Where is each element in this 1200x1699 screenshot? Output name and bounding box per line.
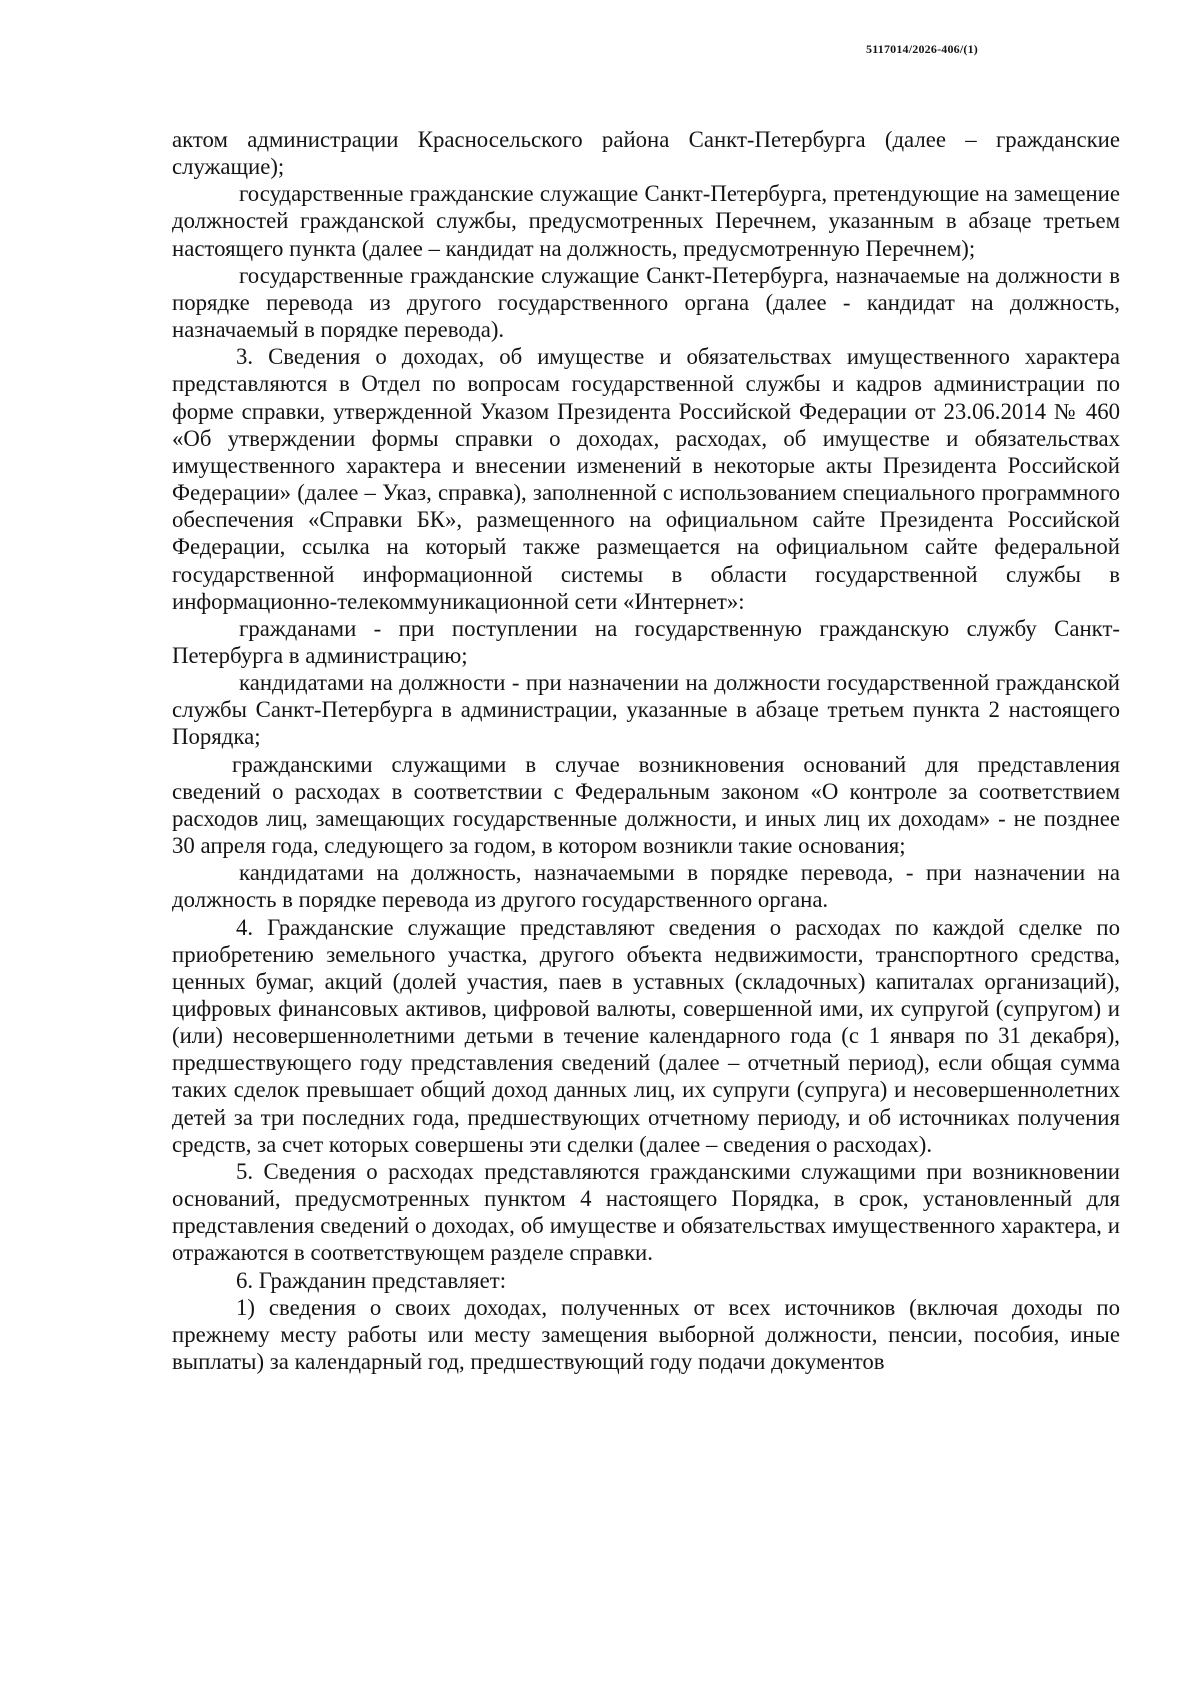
paragraph-continuation: актом администрации Красносельского района Санкт-Петербурга (далее – гражданские служащие); <box>172 127 1120 180</box>
paragraph-item-6: 6. Гражданин представляет: <box>236 1267 507 1293</box>
paragraph-transfer-appointees: кандидатами на должность, назначаемыми в порядке перевода, - при назначении на должность в порядке перевода из другого государственного органа. <box>172 860 1120 913</box>
paragraph-item-5: 5. Сведения о расходах представляются гражданскими служащими при возникновении оснований, предусмотренных пунктом 4 настоящего Порядка, в срок, установленный для представления сведений о доходах, об имуществе и обязательствах имущественного характера, и отражаются в соответствующем разделе справки. <box>172 1158 1120 1266</box>
paragraph-civil-servants: гражданскими служащими в случае возникновения оснований для представления сведений о расходах в соответствии с Федеральным законом «О контроле за соответствием расходов лиц, замещающих государственные должности, и иных лиц их доходам» - не позднее 30 апреля года, следующего за годом, в котором возникли такие основания; <box>172 751 1120 859</box>
paragraph-position-candidates: кандидатами на должности - при назначении на должности государственной гражданской службы Санкт-Петербурга в администрации, указанные в абзаце третьем пункта 2 настоящего Порядка; <box>172 670 1120 750</box>
paragraph-transfer-candidates: государственные гражданские служащие Санкт-Петербурга, назначаемые на должности в порядке перевода из другого государственного органа (далее - кандидат на должность, назначаемый в порядке перевода). <box>172 262 1120 343</box>
document-id: 5117014/2026-406/(1) <box>866 42 978 56</box>
paragraph-item-4: 4. Гражданские служащие представляют сведения о расходах по каждой сделке по приобретению земельного участка, другого объекта недвижимости, транспортного средства, ценных бумаг, акций (долей участия, паев в уставных (складочных) капиталах организаций), цифровых финансовых активов, цифровой валюты, совершенной ими, их супругой (супругом) и (или) несовершеннолетними детьми в течение календарного года (с 1 января по 31 декабря), предшествующего году представления сведений (далее – отчетный период), если общая сумма таких сделок превышает общий доход данных лиц, их супруги (супруга) и несовершеннолетних детей за три последних года, предшествующих отчетному периоду, и об источниках получения средств, за счет которых совершены эти сделки (далее – сведения о расходах). <box>172 914 1120 1157</box>
paragraph-citizens: гражданами - при поступлении на государственную гражданскую службу Санкт-Петербурга в администрацию; <box>172 615 1120 668</box>
paragraph-item-3: 3. Сведения о доходах, об имуществе и обязательствах имущественного характера представляются в Отдел по вопросам государственной службы и кадров администрации по форме справки, утвержденной Указом Президента Российской Федерации от 23.06.2014 № 460 «Об утверждении формы справки о доходах, расходах, об имуществе и обязательствах имущественного характера и внесении изменений в некоторые акты Президента Российской Федерации» (далее – Указ, справка), заполненной с использованием специального программного обеспечения «Справки БК», размещенного на официальном сайте Президента Российской Федерации, ссылка на который также размещается на официальном сайте федеральной государственной информационной системы в области государственной службы в информационно-телекоммуникационной сети «Интернет»: <box>172 344 1120 614</box>
paragraph-item-6-1: 1) сведения о своих доходах, полученных от всех источников (включая доходы по прежнему месту работы или месту замещения выборной должности, пенсии, пособия, иные выплаты) за календарный год, предшествующий году подачи документов <box>172 1294 1120 1375</box>
document-body <box>172 126 1120 1375</box>
paragraph-candidates-list: государственные гражданские служащие Санкт-Петербурга, претендующие на замещение должностей гражданской службы, предусмотренных Перечнем, указанным в абзаце третьем настоящего пункта (далее – кандидат на должность, предусмотренную Перечнем); <box>172 181 1120 261</box>
